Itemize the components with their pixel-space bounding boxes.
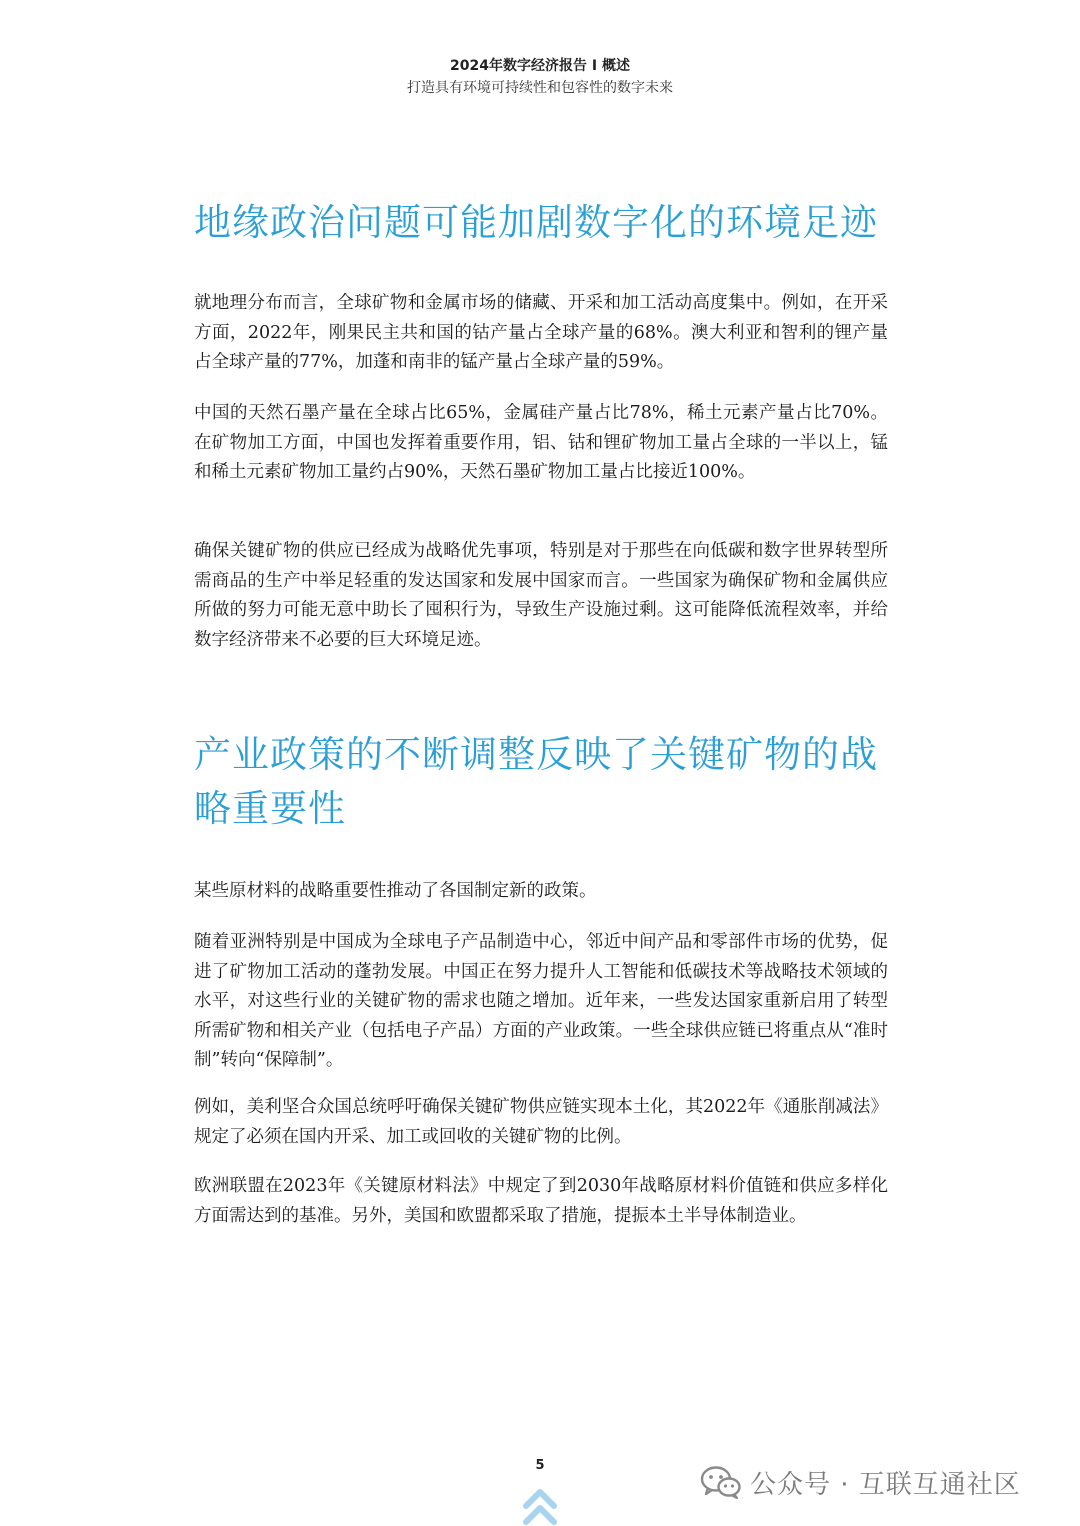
page-number: 5 <box>535 1458 545 1473</box>
watermark <box>700 1454 1021 1510</box>
page-header <box>0 56 1080 98</box>
report-title: 2024年数字经济报告 I 概述 <box>450 58 630 74</box>
report-subtitle: 打造具有环境可持续性和包容性的数字未来 <box>407 80 673 96</box>
chevron-up-icon[interactable] <box>520 1484 560 1526</box>
paragraph: 欧洲联盟在2023年《关键原材料法》中规定了到2030年战略原材料价值链和供应多样化方面需达到的基准。另外，美国和欧盟都采取了措施，提振本土半导体制造业。 <box>194 1176 888 1226</box>
watermark-text: 公众号 · 互联互通社区 <box>750 1469 1021 1500</box>
paragraph: 随着亚洲特别是中国成为全球电子产品制造中心，邻近中间产品和零部件市场的优势，促进了矿物加工活动的蓬勃发展。中国正在努力提升人工智能和低碳技术等战略技术领域的水平，对这些行业的关键矿物的需求也随之增加。近年来，一些发达国家重新启用了转型所需矿物和相关产业（包括电子产品）方面的产业政策。一些全球供应链已将重点从“准时制”转向“保障制”。 <box>194 932 888 1070</box>
paragraph: 确保关键矿物的供应已经成为战略优先事项，特别是对于那些在向低碳和数字世界转型所需商品的生产中举足轻重的发达国家和发展中国家而言。一些国家为确保矿物和金属供应所做的努力可能无意中助长了囤积行为，导致生产设施过剩。这可能降低流程效率，并给数字经济带来不必要的巨大环境足迹。 <box>194 541 888 650</box>
paragraph: 例如，美利坚合众国总统呼吁确保关键矿物供应链实现本土化，其2022年《通胀削减法》规定了必须在国内开采、加工或回收的关键矿物的比例。 <box>194 1097 888 1147</box>
section-heading-geopolitics: 地缘政治问题可能加剧数字化的环境足迹 <box>194 201 878 244</box>
paragraph: 就地理分布而言，全球矿物和金属市场的储藏、开采和加工活动高度集中。例如，在开采方面，2022年，刚果民主共和国的钴产量占全球产量的68%。澳大利亚和智利的锂产量占全球产量的77%，加蓬和南非的锰产量占全球产量的59%。 <box>194 293 888 372</box>
paragraph: 某些原材料的战略重要性推动了各国制定新的政策。 <box>194 881 597 901</box>
section-heading-industrial-policy: 产业政策的不断调整反映了关键矿物的战略重要性 <box>194 733 878 830</box>
wechat-icon <box>700 1464 742 1500</box>
paragraph: 中国的天然石墨产量在全球占比65%，金属硅产量占比78%，稀土元素产量占比70%。在矿物加工方面，中国也发挥着重要作用，铝、钴和锂矿物加工量占全球的一半以上，锰和稀土元素矿物加工量约占90%，天然石墨矿物加工量占比接近100%。 <box>194 403 888 482</box>
